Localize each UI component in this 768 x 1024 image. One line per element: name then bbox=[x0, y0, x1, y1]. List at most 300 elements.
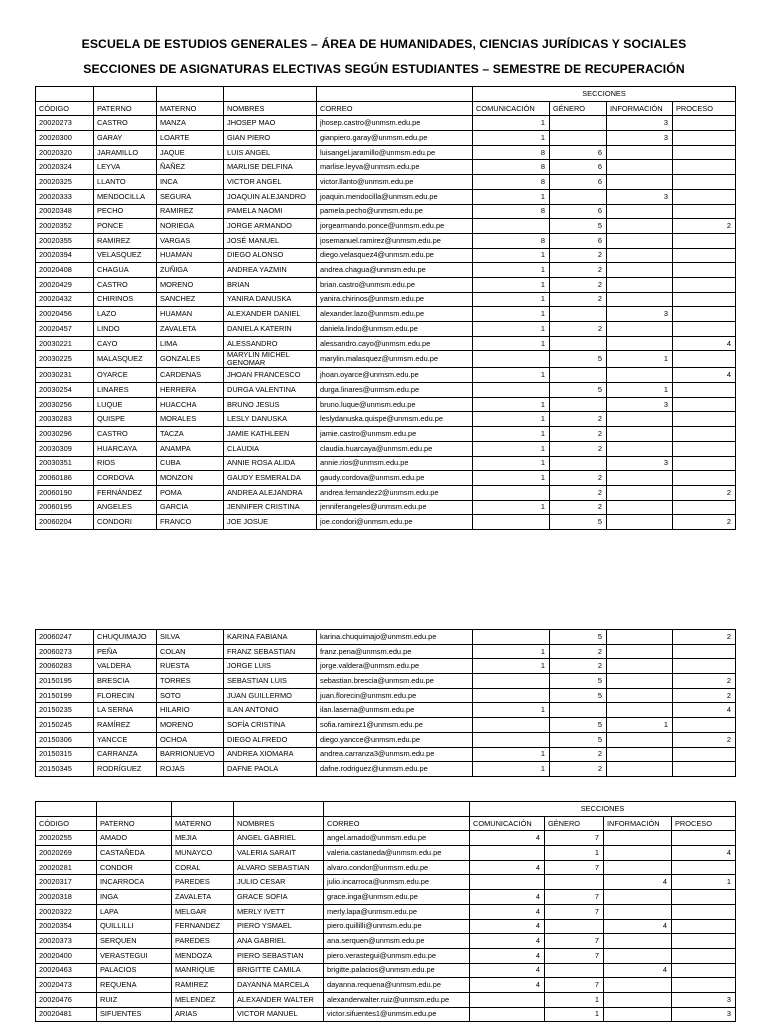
materno-cell: FRANCO bbox=[157, 515, 224, 530]
genero-cell: 2 bbox=[550, 659, 607, 674]
nombres-cell: BRIGITTE CAMILA bbox=[234, 963, 324, 978]
header-row-sections bbox=[36, 87, 736, 102]
paterno-cell: CASTAÑEDA bbox=[97, 846, 172, 861]
nombres-cell: JOE JOSUE bbox=[224, 515, 317, 530]
nombres-cell: DAFNE PAOLA bbox=[224, 762, 317, 777]
header-informacion: INFORMACIÓN bbox=[607, 101, 673, 116]
genero-cell: 5 bbox=[550, 688, 607, 703]
nombres-cell: KARINA FABIANA bbox=[224, 630, 317, 645]
genero-cell bbox=[545, 875, 604, 890]
header-codigo: CÓDIGO bbox=[36, 101, 94, 116]
codigo-cell: 20030231 bbox=[36, 368, 94, 383]
comunicacion-cell bbox=[473, 485, 550, 500]
table-row bbox=[36, 397, 736, 412]
students-table-1 bbox=[35, 86, 736, 530]
header-informacion: INFORMACIÓN bbox=[604, 816, 672, 831]
genero-cell: 7 bbox=[545, 890, 604, 905]
informacion-cell bbox=[607, 441, 673, 456]
codigo-cell: 20020322 bbox=[36, 904, 97, 919]
informacion-cell bbox=[607, 732, 673, 747]
proceso-cell bbox=[673, 248, 736, 263]
table-row bbox=[36, 747, 736, 762]
codigo-cell: 20020317 bbox=[36, 875, 97, 890]
nombres-cell: ALVARO SEBASTIAN bbox=[234, 860, 324, 875]
informacion-cell bbox=[607, 644, 673, 659]
codigo-cell: 20020273 bbox=[36, 116, 94, 131]
header-blank-cell bbox=[224, 87, 317, 102]
table-row bbox=[36, 116, 736, 131]
correo-cell: diego.velasquez4@unmsm.edu.pe bbox=[317, 248, 473, 263]
nombres-cell: CLAUDIA bbox=[224, 441, 317, 456]
paterno-cell: PEÑA bbox=[94, 644, 157, 659]
paterno-cell: LINARES bbox=[94, 383, 157, 398]
proceso-cell bbox=[672, 890, 736, 905]
comunicacion-cell: 4 bbox=[470, 831, 545, 846]
table-row bbox=[36, 383, 736, 398]
table-row bbox=[36, 307, 736, 322]
materno-cell: MELENDEZ bbox=[172, 992, 234, 1007]
proceso-cell bbox=[673, 277, 736, 292]
informacion-cell bbox=[607, 630, 673, 645]
correo-cell: jorge.valdera@unmsm.edu.pe bbox=[317, 659, 473, 674]
table-row bbox=[36, 875, 736, 890]
paterno-cell: CHUQUIMAJO bbox=[94, 630, 157, 645]
genero-cell bbox=[550, 131, 607, 146]
proceso-cell bbox=[673, 747, 736, 762]
table-row bbox=[36, 688, 736, 703]
correo-cell: luisangel.jaramillo@unmsm.edu.pe bbox=[317, 145, 473, 160]
materno-cell: ANAMPA bbox=[157, 441, 224, 456]
header-paterno: PATERNO bbox=[97, 816, 172, 831]
paterno-cell: CHIRINOS bbox=[94, 292, 157, 307]
nombres-cell: JUAN GUILLERMO bbox=[224, 688, 317, 703]
correo-cell: dafne.rodriguez@unmsm.edu.pe bbox=[317, 762, 473, 777]
nombres-cell: MERLY IVETT bbox=[234, 904, 324, 919]
paterno-cell: YANCCE bbox=[94, 732, 157, 747]
paterno-cell: REQUENA bbox=[97, 978, 172, 993]
informacion-cell bbox=[607, 500, 673, 515]
table-row bbox=[36, 292, 736, 307]
informacion-cell bbox=[607, 277, 673, 292]
genero-cell bbox=[550, 307, 607, 322]
informacion-cell: 3 bbox=[607, 189, 673, 204]
comunicacion-cell: 8 bbox=[473, 145, 550, 160]
nombres-cell: MARYLIN MICHEL GENOMAR bbox=[224, 351, 317, 368]
proceso-cell bbox=[673, 441, 736, 456]
codigo-cell: 20020324 bbox=[36, 160, 94, 175]
materno-cell: ARIAS bbox=[172, 1007, 234, 1022]
header-genero: GÉNERO bbox=[545, 816, 604, 831]
correo-cell: claudia.huarcaya@unmsm.edu.pe bbox=[317, 441, 473, 456]
codigo-cell: 20060273 bbox=[36, 644, 94, 659]
materno-cell: SILVA bbox=[157, 630, 224, 645]
comunicacion-cell bbox=[470, 1007, 545, 1022]
materno-cell: RUESTA bbox=[157, 659, 224, 674]
materno-cell: LIMA bbox=[157, 336, 224, 351]
codigo-cell: 20030351 bbox=[36, 456, 94, 471]
proceso-cell bbox=[673, 456, 736, 471]
informacion-cell bbox=[607, 336, 673, 351]
nombres-cell: GRACE SOFIA bbox=[234, 890, 324, 905]
correo-cell: diego.yancce@unmsm.edu.pe bbox=[317, 732, 473, 747]
informacion-cell bbox=[607, 263, 673, 278]
genero-cell: 5 bbox=[550, 732, 607, 747]
comunicacion-cell: 1 bbox=[473, 659, 550, 674]
comunicacion-cell: 1 bbox=[473, 471, 550, 486]
proceso-cell: 2 bbox=[673, 688, 736, 703]
table-row bbox=[36, 934, 736, 949]
genero-cell: 2 bbox=[550, 471, 607, 486]
table-row bbox=[36, 248, 736, 263]
informacion-cell bbox=[607, 747, 673, 762]
informacion-cell bbox=[604, 1007, 672, 1022]
materno-cell: ZAVALETA bbox=[172, 890, 234, 905]
genero-cell bbox=[550, 189, 607, 204]
paterno-cell: CONDOR bbox=[97, 860, 172, 875]
correo-cell: alessandro.cayo@unmsm.edu.pe bbox=[317, 336, 473, 351]
genero-cell: 1 bbox=[545, 1007, 604, 1022]
table-row bbox=[36, 500, 736, 515]
comunicacion-cell: 8 bbox=[473, 233, 550, 248]
genero-cell: 5 bbox=[550, 219, 607, 234]
genero-cell bbox=[550, 336, 607, 351]
informacion-cell: 1 bbox=[607, 383, 673, 398]
correo-cell: sofia.ramirez1@unmsm.edu.pe bbox=[317, 718, 473, 733]
paterno-cell: CASTRO bbox=[94, 277, 157, 292]
paterno-cell: JARAMILLO bbox=[94, 145, 157, 160]
proceso-cell: 4 bbox=[673, 368, 736, 383]
informacion-cell: 3 bbox=[607, 456, 673, 471]
genero-cell: 6 bbox=[550, 175, 607, 190]
materno-cell: HILARIO bbox=[157, 703, 224, 718]
nombres-cell: JORGE LUIS bbox=[224, 659, 317, 674]
proceso-cell bbox=[672, 948, 736, 963]
proceso-cell: 4 bbox=[673, 703, 736, 718]
comunicacion-cell: 1 bbox=[473, 747, 550, 762]
codigo-cell: 20150245 bbox=[36, 718, 94, 733]
table-row bbox=[36, 263, 736, 278]
table-row bbox=[36, 471, 736, 486]
materno-cell: HERRERA bbox=[157, 383, 224, 398]
comunicacion-cell: 1 bbox=[473, 762, 550, 777]
proceso-cell: 3 bbox=[672, 992, 736, 1007]
materno-cell: SANCHEZ bbox=[157, 292, 224, 307]
codigo-cell: 20020348 bbox=[36, 204, 94, 219]
codigo-cell: 20020325 bbox=[36, 175, 94, 190]
nombres-cell: JHOAN FRANCESCO bbox=[224, 368, 317, 383]
table-row bbox=[36, 412, 736, 427]
correo-cell: alvaro.condor@unmsm.edu.pe bbox=[324, 860, 470, 875]
genero-cell: 2 bbox=[550, 427, 607, 442]
informacion-cell bbox=[607, 674, 673, 689]
header-nombres: NOMBRES bbox=[224, 101, 317, 116]
comunicacion-cell: 4 bbox=[470, 978, 545, 993]
proceso-cell: 1 bbox=[672, 875, 736, 890]
codigo-cell: 20020429 bbox=[36, 277, 94, 292]
codigo-cell: 20030283 bbox=[36, 412, 94, 427]
genero-cell: 5 bbox=[550, 351, 607, 368]
nombres-cell: JENNIFER CRISTINA bbox=[224, 500, 317, 515]
nombres-cell: ALEXANDER DANIEL bbox=[224, 307, 317, 322]
codigo-cell: 20150235 bbox=[36, 703, 94, 718]
table-row bbox=[36, 659, 736, 674]
correo-cell: victor.sifuentes1@unmsm.edu.pe bbox=[324, 1007, 470, 1022]
header-codigo: CÓDIGO bbox=[36, 816, 97, 831]
proceso-cell bbox=[673, 659, 736, 674]
header-paterno: PATERNO bbox=[94, 101, 157, 116]
proceso-cell: 3 bbox=[672, 1007, 736, 1022]
correo-cell: gianpiero.garay@unmsm.edu.pe bbox=[317, 131, 473, 146]
table-row bbox=[36, 732, 736, 747]
proceso-cell bbox=[673, 383, 736, 398]
codigo-cell: 20060186 bbox=[36, 471, 94, 486]
materno-cell: NORIEGA bbox=[157, 219, 224, 234]
genero-cell: 2 bbox=[550, 277, 607, 292]
header-blank-cell bbox=[97, 802, 172, 817]
comunicacion-cell: 1 bbox=[473, 368, 550, 383]
header-blank-cell bbox=[94, 87, 157, 102]
header-secciones: SECCIONES bbox=[470, 802, 736, 817]
paterno-cell: FERNÁNDEZ bbox=[94, 485, 157, 500]
paterno-cell: CASTRO bbox=[94, 116, 157, 131]
genero-cell: 2 bbox=[550, 441, 607, 456]
genero-cell: 6 bbox=[550, 233, 607, 248]
comunicacion-cell bbox=[473, 718, 550, 733]
proceso-cell bbox=[673, 500, 736, 515]
proceso-cell bbox=[673, 292, 736, 307]
codigo-cell: 20020456 bbox=[36, 307, 94, 322]
header-comunicacion: COMUNICACIÓN bbox=[470, 816, 545, 831]
informacion-cell bbox=[607, 175, 673, 190]
header-genero: GÉNERO bbox=[550, 101, 607, 116]
nombres-cell: MARLISE DELFINA bbox=[224, 160, 317, 175]
materno-cell: HUACCHA bbox=[157, 397, 224, 412]
correo-cell: jamie.castro@unmsm.edu.pe bbox=[317, 427, 473, 442]
correo-cell: brian.castro@unmsm.edu.pe bbox=[317, 277, 473, 292]
nombres-cell: GAUDY ESMERALDA bbox=[224, 471, 317, 486]
table-row bbox=[36, 846, 736, 861]
header-correo: CORREO bbox=[324, 816, 470, 831]
comunicacion-cell: 1 bbox=[473, 427, 550, 442]
informacion-cell bbox=[607, 160, 673, 175]
paterno-cell: LINDO bbox=[94, 322, 157, 337]
comunicacion-cell: 1 bbox=[473, 644, 550, 659]
informacion-cell bbox=[604, 992, 672, 1007]
materno-cell: CARDENAS bbox=[157, 368, 224, 383]
comunicacion-cell bbox=[473, 219, 550, 234]
comunicacion-cell: 1 bbox=[473, 189, 550, 204]
comunicacion-cell: 4 bbox=[470, 904, 545, 919]
correo-cell: alexanderwalter.ruiz@unmsm.edu.pe bbox=[324, 992, 470, 1007]
paterno-cell: AMADO bbox=[97, 831, 172, 846]
comunicacion-cell: 1 bbox=[473, 456, 550, 471]
table-row bbox=[36, 718, 736, 733]
correo-cell: gaudy.cordova@unmsm.edu.pe bbox=[317, 471, 473, 486]
nombres-cell: GIAN PIERO bbox=[224, 131, 317, 146]
comunicacion-cell: 1 bbox=[473, 248, 550, 263]
nombres-cell: VICTOR ANGEL bbox=[224, 175, 317, 190]
table-row bbox=[36, 160, 736, 175]
correo-cell: pamela.pecho@unmsm.edu.pe bbox=[317, 204, 473, 219]
table-row bbox=[36, 919, 736, 934]
comunicacion-cell: 8 bbox=[473, 160, 550, 175]
materno-cell: GONZALES bbox=[157, 351, 224, 368]
table-row bbox=[36, 978, 736, 993]
proceso-cell bbox=[673, 204, 736, 219]
table-row bbox=[36, 948, 736, 963]
proceso-cell bbox=[672, 919, 736, 934]
header-secciones: SECCIONES bbox=[473, 87, 736, 102]
informacion-cell: 4 bbox=[604, 963, 672, 978]
nombres-cell: ALESSANDRO bbox=[224, 336, 317, 351]
correo-cell: andrea.carranza3@unmsm.edu.pe bbox=[317, 747, 473, 762]
correo-cell: andrea.fernandez2@unmsm.edu.pe bbox=[317, 485, 473, 500]
comunicacion-cell bbox=[470, 846, 545, 861]
header-blank-cell bbox=[317, 87, 473, 102]
codigo-cell: 20020281 bbox=[36, 860, 97, 875]
paterno-cell: RIOS bbox=[94, 456, 157, 471]
nombres-cell: ANNIE ROSA ALIDA bbox=[224, 456, 317, 471]
comunicacion-cell: 1 bbox=[473, 292, 550, 307]
comunicacion-cell bbox=[470, 992, 545, 1007]
codigo-cell: 20020463 bbox=[36, 963, 97, 978]
comunicacion-cell: 1 bbox=[473, 307, 550, 322]
codigo-cell: 20020300 bbox=[36, 131, 94, 146]
informacion-cell bbox=[604, 904, 672, 919]
materno-cell: ZUÑIGA bbox=[157, 263, 224, 278]
header-blank-cell bbox=[324, 802, 470, 817]
table-row bbox=[36, 644, 736, 659]
correo-cell: daniela.lindo@unmsm.edu.pe bbox=[317, 322, 473, 337]
codigo-cell: 20060247 bbox=[36, 630, 94, 645]
materno-cell: TACZA bbox=[157, 427, 224, 442]
materno-cell: HUAMAN bbox=[157, 248, 224, 263]
genero-cell: 2 bbox=[550, 292, 607, 307]
paterno-cell: CASTRO bbox=[94, 427, 157, 442]
proceso-cell bbox=[672, 831, 736, 846]
comunicacion-cell: 1 bbox=[473, 412, 550, 427]
genero-cell: 1 bbox=[545, 846, 604, 861]
proceso-cell bbox=[673, 397, 736, 412]
nombres-cell: ILAN ANTONIO bbox=[224, 703, 317, 718]
paterno-cell: CAYO bbox=[94, 336, 157, 351]
informacion-cell bbox=[604, 978, 672, 993]
informacion-cell bbox=[607, 204, 673, 219]
table-row bbox=[36, 890, 736, 905]
proceso-cell bbox=[673, 145, 736, 160]
comunicacion-cell: 1 bbox=[473, 441, 550, 456]
codigo-cell: 20020432 bbox=[36, 292, 94, 307]
nombres-cell: DIEGO ALONSO bbox=[224, 248, 317, 263]
codigo-cell: 20020373 bbox=[36, 934, 97, 949]
materno-cell: RAMIREZ bbox=[157, 204, 224, 219]
informacion-cell bbox=[604, 948, 672, 963]
codigo-cell: 20150199 bbox=[36, 688, 94, 703]
genero-cell: 2 bbox=[550, 248, 607, 263]
materno-cell: ÑAÑEZ bbox=[157, 160, 224, 175]
header-materno: MATERNO bbox=[172, 816, 234, 831]
table-row bbox=[36, 456, 736, 471]
informacion-cell: 4 bbox=[604, 875, 672, 890]
comunicacion-cell bbox=[473, 351, 550, 368]
table-row bbox=[36, 189, 736, 204]
materno-cell: ROJAS bbox=[157, 762, 224, 777]
document-subtitle: SECCIONES DE ASIGNATURAS ELECTIVAS SEGÚN ESTUDIANTES – SEMESTRE DE RECUPERACIÓN bbox=[83, 62, 685, 76]
correo-cell: marlise.leyva@unmsm.edu.pe bbox=[317, 160, 473, 175]
table-row bbox=[36, 831, 736, 846]
document-title: ESCUELA DE ESTUDIOS GENERALES – ÁREA DE HUMANIDADES, CIENCIAS JURÍDICAS Y SOCIALES bbox=[81, 37, 687, 51]
header-proceso: PROCESO bbox=[673, 101, 736, 116]
paterno-cell: LA SERNA bbox=[94, 703, 157, 718]
genero-cell: 2 bbox=[550, 762, 607, 777]
comunicacion-cell: 1 bbox=[473, 263, 550, 278]
codigo-cell: 20020473 bbox=[36, 978, 97, 993]
header-row bbox=[36, 816, 736, 831]
codigo-cell: 20020354 bbox=[36, 919, 97, 934]
paterno-cell: OYARCE bbox=[94, 368, 157, 383]
correo-cell: josemanuel.ramirez@unmsm.edu.pe bbox=[317, 233, 473, 248]
genero-cell: 6 bbox=[550, 204, 607, 219]
informacion-cell bbox=[607, 248, 673, 263]
paterno-cell: LAZO bbox=[94, 307, 157, 322]
table-row bbox=[36, 515, 736, 530]
table-row bbox=[36, 131, 736, 146]
header-proceso: PROCESO bbox=[672, 816, 736, 831]
genero-cell bbox=[550, 116, 607, 131]
table-row bbox=[36, 368, 736, 383]
students-table-2 bbox=[35, 629, 736, 777]
nombres-cell: SOFÍA CRISTINA bbox=[224, 718, 317, 733]
comunicacion-cell: 4 bbox=[470, 963, 545, 978]
table-row bbox=[36, 277, 736, 292]
table-row bbox=[36, 219, 736, 234]
nombres-cell: BRUNO JESUS bbox=[224, 397, 317, 412]
correo-cell: grace.inga@unmsm.edu.pe bbox=[324, 890, 470, 905]
correo-cell: annie.rios@unmsm.edu.pe bbox=[317, 456, 473, 471]
genero-cell bbox=[550, 368, 607, 383]
paterno-cell: MALASQUEZ bbox=[94, 351, 157, 368]
nombres-cell: LESLY DANUSKA bbox=[224, 412, 317, 427]
codigo-cell: 20020400 bbox=[36, 948, 97, 963]
table-row bbox=[36, 175, 736, 190]
genero-cell: 1 bbox=[545, 992, 604, 1007]
genero-cell: 7 bbox=[545, 978, 604, 993]
codigo-cell: 20150195 bbox=[36, 674, 94, 689]
paterno-cell: BRESCIA bbox=[94, 674, 157, 689]
nombres-cell: DANIELA KATERIN bbox=[224, 322, 317, 337]
codigo-cell: 20030309 bbox=[36, 441, 94, 456]
nombres-cell: JULIO CESAR bbox=[234, 875, 324, 890]
correo-cell: jorgearmando.ponce@unmsm.edu.pe bbox=[317, 219, 473, 234]
codigo-cell: 20060204 bbox=[36, 515, 94, 530]
materno-cell: GARCIA bbox=[157, 500, 224, 515]
comunicacion-cell bbox=[473, 630, 550, 645]
proceso-cell: 4 bbox=[672, 846, 736, 861]
materno-cell: MELGAR bbox=[172, 904, 234, 919]
materno-cell: ZAVALETA bbox=[157, 322, 224, 337]
informacion-cell bbox=[607, 688, 673, 703]
informacion-cell bbox=[604, 934, 672, 949]
materno-cell: HUAMAN bbox=[157, 307, 224, 322]
proceso-cell bbox=[673, 762, 736, 777]
materno-cell: MANRIQUE bbox=[172, 963, 234, 978]
informacion-cell bbox=[607, 427, 673, 442]
nombres-cell: ALEXANDER WALTER bbox=[234, 992, 324, 1007]
informacion-cell bbox=[604, 860, 672, 875]
materno-cell: OCHOA bbox=[157, 732, 224, 747]
header-blank-cell bbox=[234, 802, 324, 817]
materno-cell: CUBA bbox=[157, 456, 224, 471]
